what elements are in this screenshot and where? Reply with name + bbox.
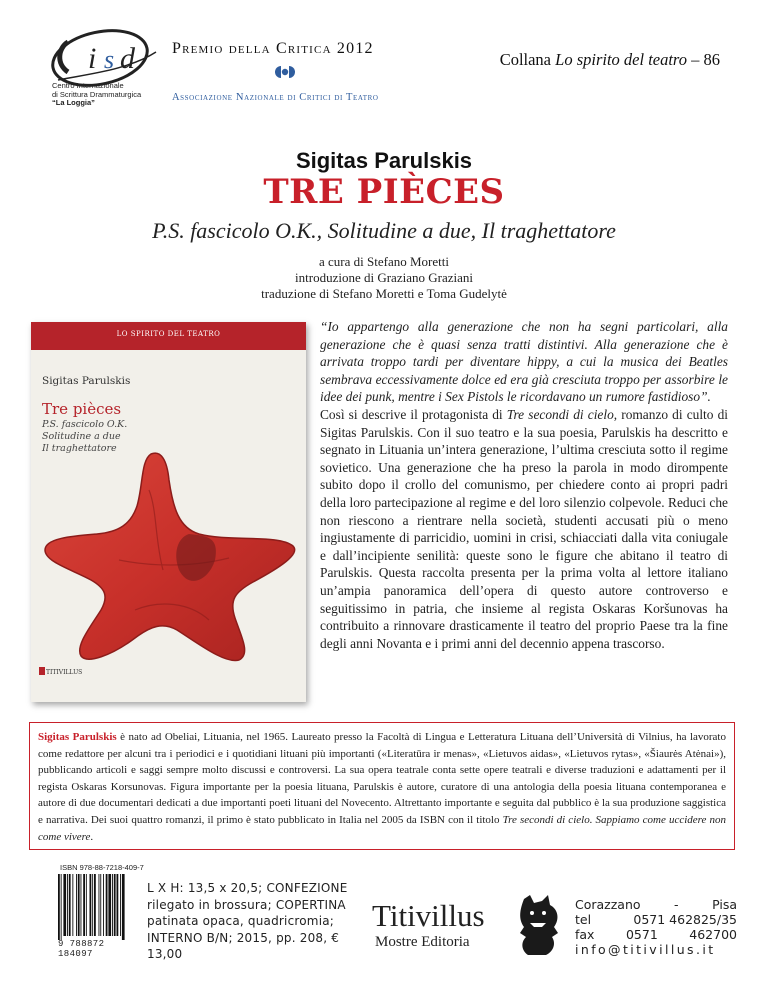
series-name: Lo spirito del teatro xyxy=(555,50,687,69)
fax-label: fax xyxy=(575,927,595,942)
contact-city-a: Corazzano xyxy=(575,897,641,912)
svg-text:d: d xyxy=(120,42,135,75)
bio-text: è nato ad Obeliai, Lituania, nel 1965. Laureato presso la Facoltà di Lingua e Letteratura Lituana dell’Università di Vilnius, ha lavorato come redattore per alcuni tra i periodici e i quotidiani lituani più importanti («Literatūra ir menas», «Lietuvos aidas», «Lietuvos rytas», «Šiaurės Atėnai»), pubblicando articoli e saggi sempre molto discussi e controversi. La sua opera teatrale conta sette opere teatrali e diverse traduzioni e adattamenti per il regista Oskaras Korsunovas. Figura importante per la poesia lituana, Parulskis è autore, curatore di una antologia della poesia lituana contemporanea e autore di due documentari dedicati a due importanti poeti lituani del Novecento. Altrettanto importante e seguita dal pubblico è la sua produzione saggistica e narrativa. Dei suoi quattro romanzi, il primo è stato pubblicato in Italia nel 2005 da ISBN con il titolo xyxy=(38,731,726,826)
barcode-bar xyxy=(67,874,68,936)
novel-title: Tre secondi di cielo xyxy=(506,406,614,422)
barcode-bar xyxy=(76,874,77,936)
gargoyle-icon xyxy=(514,893,564,958)
barcode-bar xyxy=(61,874,62,940)
award-dots-icon xyxy=(270,64,300,80)
publisher-name: Titivillus xyxy=(372,898,485,933)
barcode-bar xyxy=(117,874,119,936)
author-bio-box xyxy=(29,722,735,850)
barcode-bar xyxy=(63,874,66,936)
isbn-label: ISBN 978-88-7218-409-7 xyxy=(60,863,144,872)
cover-subtitle-line: P.S. fascicolo O.K. xyxy=(42,419,128,430)
barcode-bar xyxy=(83,874,85,936)
bio-author-name: Sigitas Parulskis xyxy=(38,731,117,743)
barcode-bar xyxy=(94,874,96,936)
bio-italic-titles: Tre secondi di cielo. Sappiamo come uccidere non come vivere xyxy=(38,813,726,843)
publisher-contact xyxy=(575,897,737,957)
book-description xyxy=(320,318,728,652)
book-subtitle: P.S. fascicolo O.K., Solitudine a due, Il traghettatore xyxy=(152,218,616,243)
contact-city-b: Pisa xyxy=(712,897,737,912)
credit-translation: traduzione di Stefano Moretti e Toma Gudelytė xyxy=(261,286,507,301)
cover-series-name: LO SPIRITO DEL TEATRO xyxy=(116,330,221,338)
bio-end: . xyxy=(90,830,94,843)
barcode-bar xyxy=(112,874,113,936)
series-number: – 86 xyxy=(687,50,720,69)
barcode-bar xyxy=(114,874,116,936)
barcode-bar xyxy=(122,874,125,940)
credit-introduction: introduzione di Graziano Graziani xyxy=(295,270,473,285)
series-prefix: Collana xyxy=(499,50,556,69)
author-name: Sigitas Parulskis xyxy=(295,148,473,173)
barcode-bar xyxy=(78,874,80,936)
logo-line-3: “La Loggia” xyxy=(52,98,95,107)
series-line xyxy=(500,50,720,70)
svg-text:i: i xyxy=(88,42,97,75)
barcode-bar xyxy=(108,874,111,936)
logo-line-1: Centro Internazionale xyxy=(52,81,124,90)
fax-number: 462700 xyxy=(689,927,737,942)
barcode-image xyxy=(58,874,140,940)
book-specs: L X H: 13,5 x 20,5; CONFEZIONE rilegato in brossura; COPERTINA patinata opaca, quadricromia; INTERNO B/N; 2015, pp. 208, € 13,00 xyxy=(147,881,348,961)
barcode-bar xyxy=(90,874,92,936)
book-title: TRE PIÈCES xyxy=(263,172,505,212)
red-star-image xyxy=(39,450,299,665)
cover-subtitle-line: Solitudine a due xyxy=(42,431,121,442)
association-name: Associazione Nazionale di Critici di Teatro xyxy=(172,92,379,103)
barcode-bar xyxy=(92,874,93,936)
cover-publisher: TITIVILLUS xyxy=(46,669,83,676)
tel-number: 0571 462825/35 xyxy=(633,912,737,927)
contact-fax xyxy=(575,927,737,942)
barcode-bar xyxy=(81,874,82,936)
barcode-bar xyxy=(69,874,71,936)
contact-address xyxy=(575,897,737,912)
logo-line-2: di Scrittura Drammaturgica xyxy=(52,89,142,99)
description-intro: Così si descrive il protagonista di xyxy=(320,406,507,422)
contact-sep: - xyxy=(674,897,679,912)
contact-email[interactable]: info@titivillus.it xyxy=(575,942,716,957)
book-cover xyxy=(31,322,306,702)
svg-text:s: s xyxy=(104,45,115,74)
award-title: Premio della Critica 2012 xyxy=(172,40,374,57)
cover-publisher-mark-icon xyxy=(39,667,45,675)
barcode-bar xyxy=(120,874,121,936)
fax-prefix: 0571 xyxy=(625,927,658,942)
credit-editor: a cura di Stefano Moretti xyxy=(319,254,449,269)
barcode-digits: 9 788872 184097 xyxy=(58,939,105,959)
cover-subtitle-line: Il traghettatore xyxy=(42,443,117,454)
barcode-bar xyxy=(103,874,104,936)
barcode-bar xyxy=(72,874,73,936)
barcode-bar xyxy=(86,874,87,936)
barcode-bar xyxy=(106,874,108,936)
contact-tel xyxy=(575,912,737,927)
barcode-bar xyxy=(100,874,101,936)
tel-label: tel xyxy=(575,912,592,927)
barcode-bar xyxy=(58,874,60,940)
epigraph-quote: “Io appartengo alla generazione che non ha segni particolari, alla generazione che è quasi senza tratti distintivi. Alla generazione che è arrivata troppo tardi per diventare hippy, a cui la musica dei Beatles sembrava eccessivamente dolce ed era già cresciuta troppo per assorbire le idee dei punk, mentre i Sex Pistols le ricordavano un rumore fastidioso”. xyxy=(320,319,728,405)
description-body: , romanzo di culto di Sigitas Parulskis. Con il suo teatro e la sua poesia, Parulskis ha descritto e segnato in Lituania un’intera generazione, l’ultima cresciuta sotto il regime sovietico. Una generazione che ha preso la parola in modo dirompente subito dopo il crollo del comunismo, per chiedere conto ai propri padri della loro partecipazione al regime e del loro silenzio colpevole. Reduci che non riescono a rientrare nella società, studenti accusati più o meno ingiustamente di parricidio, uomini in crisi, schiacciati dalla vita coniugale e dall’incipiente senilità: queste sono le figure che abitano il teatro di Parulskis. Questa raccolta presenta per la prima volta al lettore italiano un’ampia panoramica dell’opera di questo autore controverso e seguitissimo in patria, che insieme al regista Oskaras Koršunovas ha contribuito a rinnovare drasticamente il teatro del proprio Paese tra la fine degli anni Novanta e i primi anni del decennio appena trascorso. xyxy=(320,406,728,651)
barcode-bar xyxy=(99,874,100,936)
cover-author: Sigitas Parulskis xyxy=(42,375,131,387)
cover-title: Tre pièces xyxy=(42,400,122,418)
logo-caption xyxy=(52,82,141,108)
publisher-subtitle: Mostre Editoria xyxy=(375,934,470,950)
